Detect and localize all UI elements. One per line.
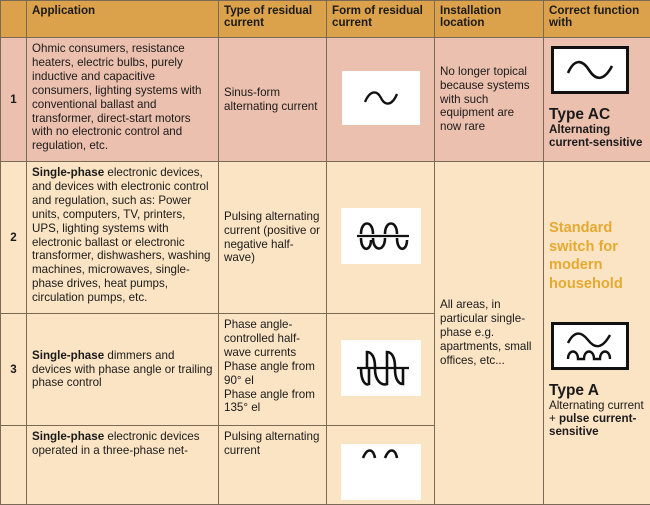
residual-form-cell <box>327 314 435 426</box>
residual-type-cell: Sinus-form alternating current <box>219 38 327 162</box>
header-application: Application <box>27 1 219 38</box>
type-a-symbol <box>551 322 629 370</box>
residual-type-cell: Pulsing alternating current (positive or negative half-wave) <box>219 162 327 314</box>
sine-wave-icon <box>342 71 420 125</box>
location-cell-merged: All areas, in particular single-phase e.g. apartments, small offices, etc... <box>435 162 544 505</box>
pulsing-half-wave-icon <box>341 208 421 264</box>
application-text: Ohmic consumers, resistance heaters, electric bulbs, purely inductive and capacitive consumers, lighting systems with conventional ballast and transformer, direct-start motors with no electronic control and regulation, etc. <box>32 42 201 152</box>
correct-function-a-cell <box>544 162 650 505</box>
standard-switch-label: Standard switch for modern household <box>549 219 645 294</box>
header-num <box>1 1 27 38</box>
type-ac-symbol <box>551 46 629 94</box>
type-a-subtitle <box>549 399 645 438</box>
application-text: electronic devices operated in a three-phase net- <box>32 430 200 457</box>
application-bold: Single-phase <box>32 349 104 362</box>
application-cell <box>27 38 219 162</box>
header-form: Form of residual current <box>327 1 435 38</box>
residual-type-line: Phase angle from 90° el <box>224 360 321 388</box>
row-number: 2 <box>1 162 27 314</box>
application-text: electronic devices, and devices with electronic control and regulation, such as: Power units, computers, TV, printers, UPS, lighting systems with electronic ballast or electronic transformer, dishwashers, washing machines, microwaves, single-phase drives, heat pumps, circulation pumps, etc. <box>32 166 211 304</box>
application-cell <box>27 426 219 505</box>
row-number <box>1 426 27 505</box>
phase-angle-wave-icon <box>341 340 421 396</box>
residual-type-cell <box>219 314 327 426</box>
row-number: 1 <box>1 38 27 162</box>
application-text: dimmers and devices with phase angle or trailing phase control <box>32 349 212 390</box>
row-number: 3 <box>1 314 27 426</box>
application-bold: Single-phase <box>32 430 104 443</box>
residual-type-line: Phase angle from 135° el <box>224 388 321 416</box>
sine-wave-icon <box>554 49 626 91</box>
application-bold: Single-phase <box>32 166 104 179</box>
application-cell <box>27 162 219 314</box>
application-cell <box>27 314 219 426</box>
type-ac-title: Type AC <box>549 106 645 123</box>
header-type: Type of residual current <box>219 1 327 38</box>
residual-form-cell <box>327 162 435 314</box>
residual-form-cell <box>327 38 435 162</box>
residual-type-line: Phase angle-controlled half-wave currents <box>224 318 321 360</box>
location-cell: No longer topical because systems with such equipment are now rare <box>435 38 544 162</box>
table-row <box>1 38 650 162</box>
sine-and-pulse-wave-icon <box>554 325 626 367</box>
residual-form-cell <box>327 426 435 505</box>
correct-function-ac-cell <box>544 38 650 162</box>
residual-type-cell: Pulsing alternating current <box>219 426 327 505</box>
table-row <box>1 162 650 314</box>
type-ac-subtitle: Alternating current-sensitive <box>549 123 645 149</box>
type-a-title: Type A <box>549 382 645 399</box>
header-location: Installation location <box>435 1 544 38</box>
header-correct: Correct function with <box>544 1 650 38</box>
partial-wave-icon <box>341 444 421 500</box>
header-row <box>1 1 650 38</box>
type-a-subtitle-bold: pulse current-sensitive <box>549 412 636 438</box>
type-a-subtitle-text: Alternating current + <box>549 399 644 425</box>
